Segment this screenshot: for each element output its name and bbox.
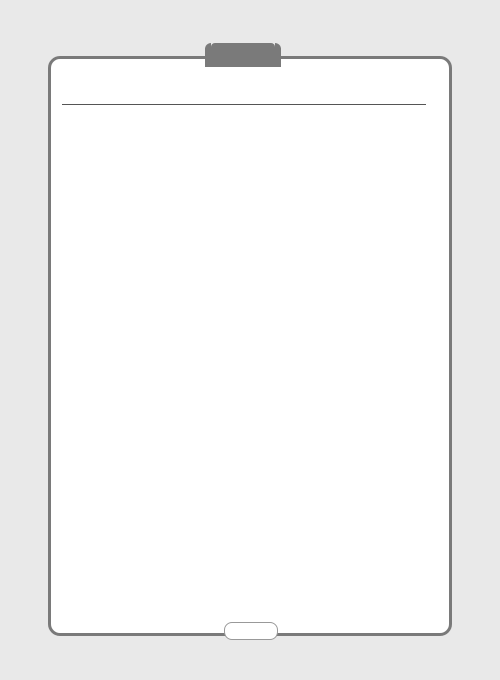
part-heading [62, 82, 426, 105]
page-number [224, 622, 278, 640]
toc-frame [48, 56, 452, 636]
toc-content [62, 74, 426, 112]
toc-header-tab [211, 43, 275, 67]
